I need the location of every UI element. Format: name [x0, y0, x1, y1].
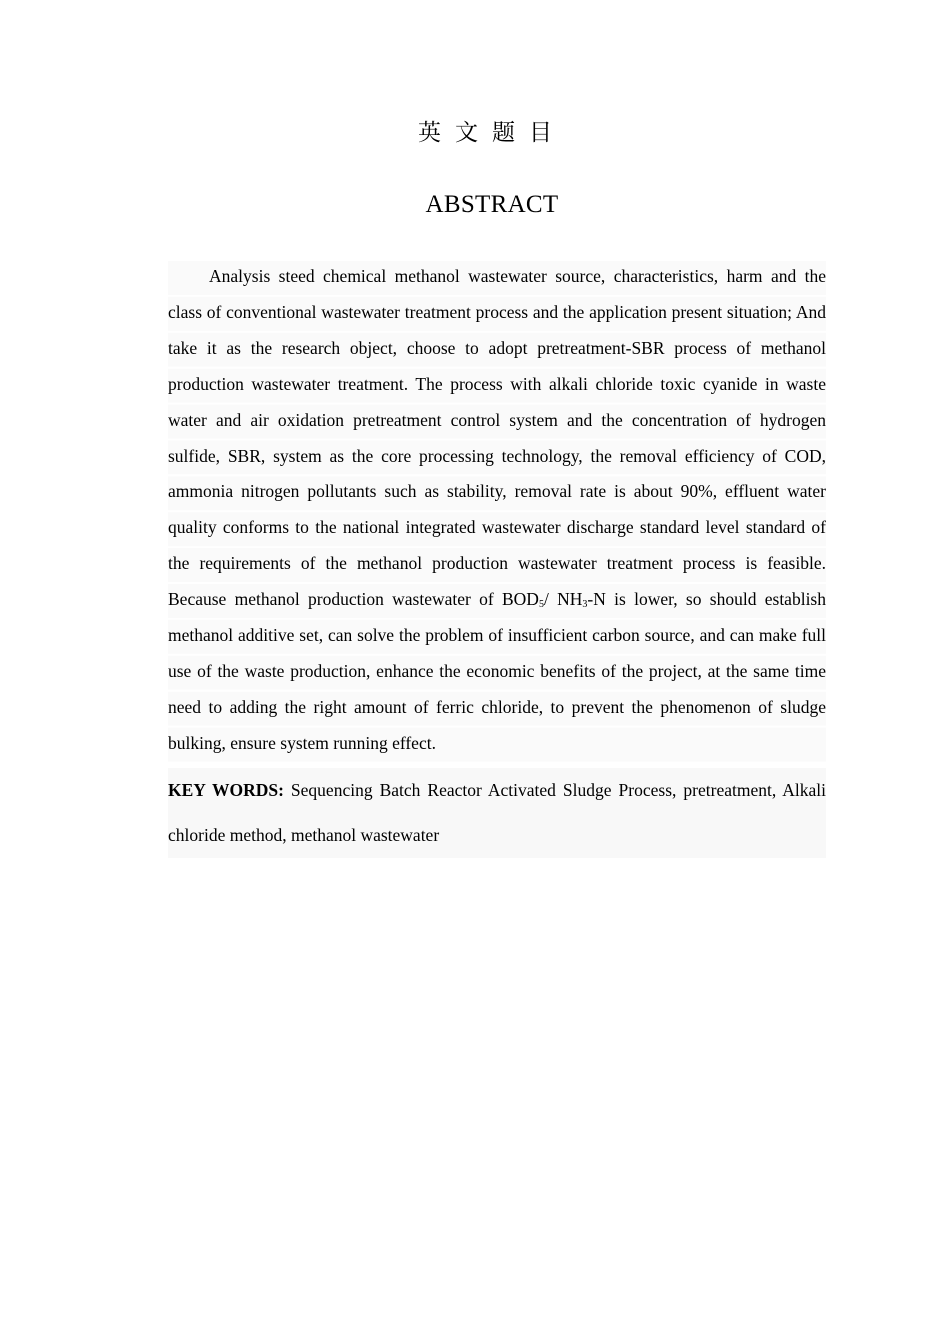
- english-title-heading: 英文题目: [418, 120, 566, 146]
- abstract-text-part-2: -N is lower, so should establish methanol additive set, can solve the problem of insufficient carbon source, and can make full use of the waste production, enhance the economic benefits of the project, at the same time need to adding the right amount of ferric chloride, to prevent the phenomenon of sludge bulking, ensure system running effect.: [168, 589, 826, 753]
- bod-term: BOD: [502, 589, 539, 610]
- abstract-section: [168, 259, 826, 858]
- nh-term: NH: [557, 589, 583, 610]
- nh-subscript: 3: [582, 599, 588, 611]
- keywords-text: Sequencing Batch Reactor Activated Sludge Process, pretreatment, Alkali chloride method, methanol wastewater: [168, 779, 826, 845]
- abstract-paragraph: [168, 259, 826, 762]
- keywords-paragraph: [168, 768, 826, 858]
- bod-subscript: 5: [538, 599, 544, 611]
- keywords-label: KEY WORDS:: [168, 779, 284, 800]
- abstract-text-part-1: Analysis steed chemical methanol wastewater source, characteristics, harm and the class of conventional wastewater treatment process and the application present situation; And take it as the research object, choose to adopt pretreatment-SBR process of methanol production wastewater treatment. The process with alkali chloride toxic cyanide in waste water and air oxidation pretreatment control system and the concentration of hydrogen sulfide, SBR, system as the core processing technology, the removal efficiency of COD, ammonia nitrogen pollutants such as stability, removal rate is about 90%, effluent water quality conforms to the national integrated wastewater discharge standard level standard of the requirements of the methanol production wastewater treatment process is feasible. Because methanol production wastewater of: [168, 266, 826, 610]
- abstract-heading: ABSTRACT: [425, 191, 559, 218]
- slash-separator: /: [543, 589, 558, 610]
